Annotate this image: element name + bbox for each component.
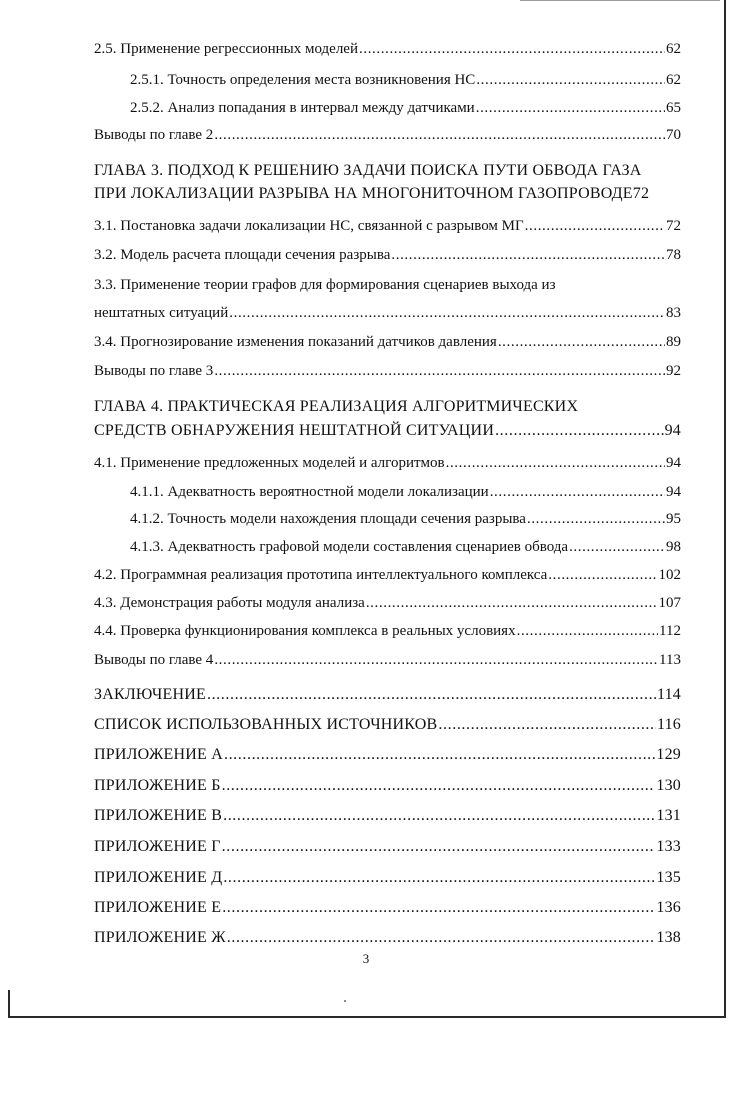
toc-entry-label: ПРИЛОЖЕНИЕ Г [94,838,221,855]
toc-leader-dots [527,510,665,528]
toc-entry-page: 89 [666,334,681,350]
toc-entry[interactable] [94,566,681,584]
toc-entry-label: ПРИЛОЖЕНИЕ В [94,807,223,824]
toc-entry-first-line: 3.3. Применение теории графов для формирования сценариев выхода из [94,277,556,293]
toc-entry-page: 133 [656,838,681,855]
toc-leader-dots [214,651,658,669]
toc-leader-dots [223,807,655,825]
toc-entry-page: 78 [666,247,681,263]
toc-entry[interactable] [94,217,681,235]
toc-entry-page: 94 [666,484,681,500]
toc-entry-label: 3.1. Постановка задачи локализации НС, связанной с разрывом МГ [94,218,524,234]
toc-entry-page: 94 [664,422,681,439]
toc-entry-label: ПРИЛОЖЕНИЕ Д [94,869,223,886]
toc-leader-dots [438,716,656,734]
toc-entry[interactable] [94,899,681,917]
toc-entry[interactable] [130,510,681,528]
toc-entry-label: СРЕДСТВ ОБНАРУЖЕНИЯ НЕШТАТНОЙ СИТУАЦИИ [94,422,495,439]
toc-entry[interactable] [94,716,681,734]
toc-entry-label: ПРИЛОЖЕНИЕ Е [94,899,222,916]
toc-entry-page: 98 [666,539,681,555]
toc-leader-dots [214,362,665,380]
toc-entry[interactable] [94,126,681,144]
toc-entry-label: ПРИЛОЖЕНИЕ А [94,746,223,763]
toc-leader-dots [214,126,665,144]
toc-entry-page: 136 [656,899,681,916]
toc-entry-page: 102 [658,567,681,583]
toc-leader-dots [525,217,665,235]
scan-speck [344,1000,346,1002]
toc-entry-page: 70 [666,127,681,143]
toc-entry-page: 72 [632,185,650,202]
toc-entry-label: 4.4. Проверка функционирования комплекса в реальных условиях [94,623,516,639]
toc-leader-dots [391,246,665,264]
toc-entry-label: Выводы по главе 4 [94,652,214,668]
toc-entry-label: Выводы по главе 3 [94,363,214,379]
toc-entry-label: ПРИЛОЖЕНИЕ Б [94,777,221,794]
toc-entry[interactable] [94,651,681,669]
toc-chapter-heading-line: ГЛАВА 3. ПОДХОД К РЕШЕНИЮ ЗАДАЧИ ПОИСКА ПУТИ ОБВОДА ГАЗА [94,162,642,179]
toc-entry[interactable] [130,99,681,117]
toc-chapter-heading-line: ГЛАВА 4. ПРАКТИЧЕСКАЯ РЕАЛИЗАЦИЯ АЛГОРИТМИЧЕСКИХ [94,398,579,415]
toc-entry[interactable] [94,807,681,825]
toc-chapter-entry[interactable] [94,185,681,203]
toc-entry-label: 4.1. Применение предложенных моделей и алгоритмов [94,455,445,471]
toc-entry[interactable] [94,746,681,764]
toc-entry-label: ЗАКЛЮЧЕНИЕ [94,686,206,703]
toc-entry-label: 2.5. Применение регрессионных моделей [94,41,358,57]
toc-entry[interactable] [94,40,681,58]
toc-entry[interactable] [94,622,681,640]
toc-leader-dots [548,566,657,584]
toc-entry-label: СПИСОК ИСПОЛЬЗОВАННЫХ ИСТОЧНИКОВ [94,716,438,733]
toc-entry-page: 107 [658,595,681,611]
toc-leader-dots [498,333,665,351]
toc-leader-dots [366,594,658,612]
toc-entry-page: 94 [666,455,681,471]
scan-left-edge [8,990,10,1018]
toc-entry-page: 92 [666,363,681,379]
toc-entry[interactable] [130,483,681,501]
toc-leader-dots [229,304,665,322]
scan-bottom-edge [8,1016,726,1018]
toc-chapter-entry[interactable] [94,422,681,440]
toc-entry-page: 112 [659,623,681,639]
page-number: 3 [362,951,370,966]
toc-entry[interactable] [94,777,681,795]
toc-leader-dots [222,777,656,795]
toc-entry-label: ПРИ ЛОКАЛИЗАЦИИ РАЗРЫВА НА МНОГОНИТОЧНОМ ГАЗОПРОВОДЕ [94,185,633,202]
toc-entry-label: 4.1.3. Адекватность графовой модели составления сценариев обвода [130,539,569,555]
toc-entry[interactable] [94,246,681,264]
toc-leader-dots [223,869,655,887]
toc-leader-dots [476,71,665,89]
toc-leader-dots [446,454,665,472]
toc-entry-page: 62 [666,72,681,88]
toc-entry-label: Выводы по главе 2 [94,127,214,143]
toc-leader-dots [227,929,656,947]
toc-leader-dots [222,899,655,917]
toc-entry-label: 4.2. Программная реализация прототипа интеллектуального комплекса [94,567,548,583]
toc-leader-dots [222,838,656,856]
toc-entry-label: 3.2. Модель расчета площади сечения разрыва [94,247,391,263]
toc-leader-dots [476,99,665,117]
toc-entry[interactable] [94,838,681,856]
toc-leader-dots [569,538,665,556]
toc-leader-dots [490,483,665,501]
toc-entry-page: 131 [656,807,681,824]
toc-leader-dots [517,622,658,640]
toc-entry-label: 4.3. Демонстрация работы модуля анализа [94,595,365,611]
toc-entry[interactable] [94,869,681,887]
toc-entry[interactable] [94,454,681,472]
toc-entry-label: нештатных ситуаций [94,305,229,321]
toc-leader-dots [207,686,656,704]
toc-entry-label: ПРИЛОЖЕНИЕ Ж [94,929,226,946]
toc-entry-label: 4.1.2. Точность модели нахождения площади сечения разрыва [130,511,526,527]
toc-entry[interactable] [94,594,681,612]
toc-entry-label: 2.5.2. Анализ попадания в интервал между датчиками [130,100,475,116]
toc-entry-page: 116 [656,716,681,733]
toc-entry-label: 2.5.1. Точность определения места возникновения НС [130,72,476,88]
toc-entry-page: 72 [666,218,681,234]
toc-entry-page: 113 [659,652,681,668]
scan-right-edge [724,0,726,1018]
toc-entry-page: 129 [656,746,681,763]
toc-entry-page: 62 [666,41,681,57]
toc-entry[interactable] [130,538,681,556]
toc-entry-page: 138 [656,929,681,946]
toc-leader-dots [224,746,655,764]
toc-entry-page: 114 [656,686,681,703]
toc-entry-page: 65 [666,100,681,116]
scan-top-mark [520,0,720,1]
toc-entry-label: 3.4. Прогнозирование изменения показаний датчиков давления [94,334,497,350]
toc-entry[interactable] [94,333,681,351]
toc-entry-label: 4.1.1. Адекватность вероятностной модели локализации [130,484,489,500]
toc-entry[interactable] [94,304,681,322]
toc-leader-dots [495,422,664,440]
toc-entry[interactable] [94,929,681,947]
toc-entry-page: 135 [656,869,681,886]
toc-entry[interactable] [94,686,681,704]
toc-leader-dots [359,40,665,58]
toc-entry-page: 95 [666,511,681,527]
toc-entry[interactable] [130,71,681,89]
toc-entry-page: 130 [656,777,681,794]
toc-entry-page: 83 [666,305,681,321]
toc-entry[interactable] [94,362,681,380]
